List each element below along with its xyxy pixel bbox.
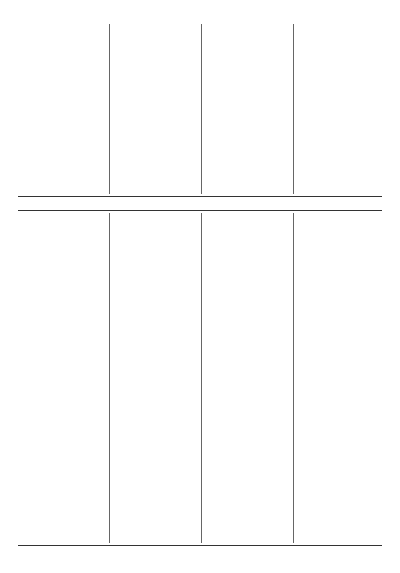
divider-rule: [18, 210, 382, 211]
column-divider: [201, 213, 202, 543]
name-index: [18, 213, 382, 543]
column-divider: [293, 24, 294, 194]
column-divider: [109, 24, 110, 194]
column-divider: [201, 24, 202, 194]
column-divider: [109, 213, 110, 543]
divider-rule: [18, 196, 382, 197]
divider-rule: [18, 545, 382, 546]
registry-entries: [18, 24, 386, 194]
column-divider: [293, 213, 294, 543]
